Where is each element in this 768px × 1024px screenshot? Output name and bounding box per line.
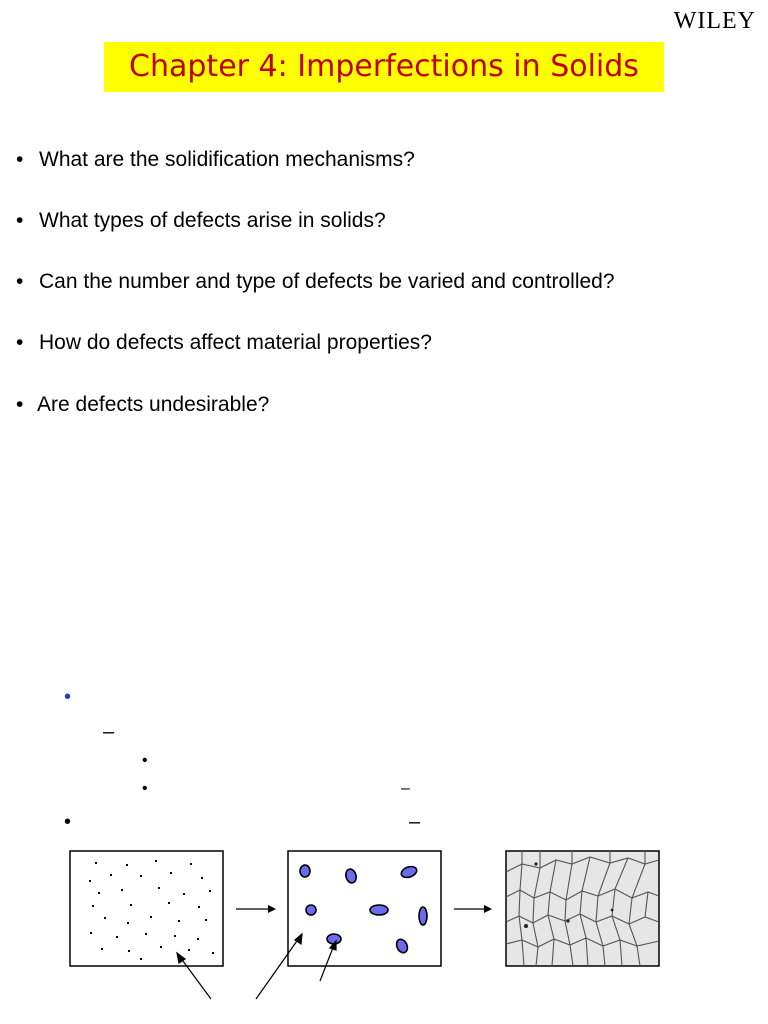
bullet-icon: • [142, 780, 148, 797]
crystal-growth-panel [288, 851, 441, 966]
bullet-icon: • [64, 811, 72, 833]
dash-icon: – [409, 811, 421, 833]
arrow-right-icon [454, 905, 492, 913]
dash-icon: – [401, 780, 410, 797]
solidification-diagram [0, 512, 768, 1024]
question-text: How do defects affect material properties? [39, 331, 432, 354]
grain-structure-panel [506, 851, 659, 966]
nuclei-panel [70, 851, 223, 966]
dash-icon: – [103, 721, 115, 743]
question-text: What types of defects arise in solids? [39, 209, 386, 232]
bullet-icon: • [16, 270, 24, 293]
bullet-icon: • [64, 686, 72, 708]
question-text: Can the number and type of defects be varied and controlled? [39, 270, 615, 293]
question-text: What are the solidification mechanisms? [39, 148, 415, 171]
question-text: Are defects undesirable? [37, 393, 270, 416]
bullet-icon: • [142, 752, 148, 769]
publisher-logo: WILEY [673, 8, 756, 34]
chapter-title: Chapter 4: Imperfections in Solids [104, 42, 664, 92]
slide-solidification [0, 512, 768, 1024]
bullet-icon: • [16, 331, 24, 354]
bullet-icon: • [16, 393, 24, 416]
bullet-icon: • [16, 148, 24, 171]
arrow-right-icon [236, 905, 276, 913]
bullet-icon: • [16, 209, 24, 232]
